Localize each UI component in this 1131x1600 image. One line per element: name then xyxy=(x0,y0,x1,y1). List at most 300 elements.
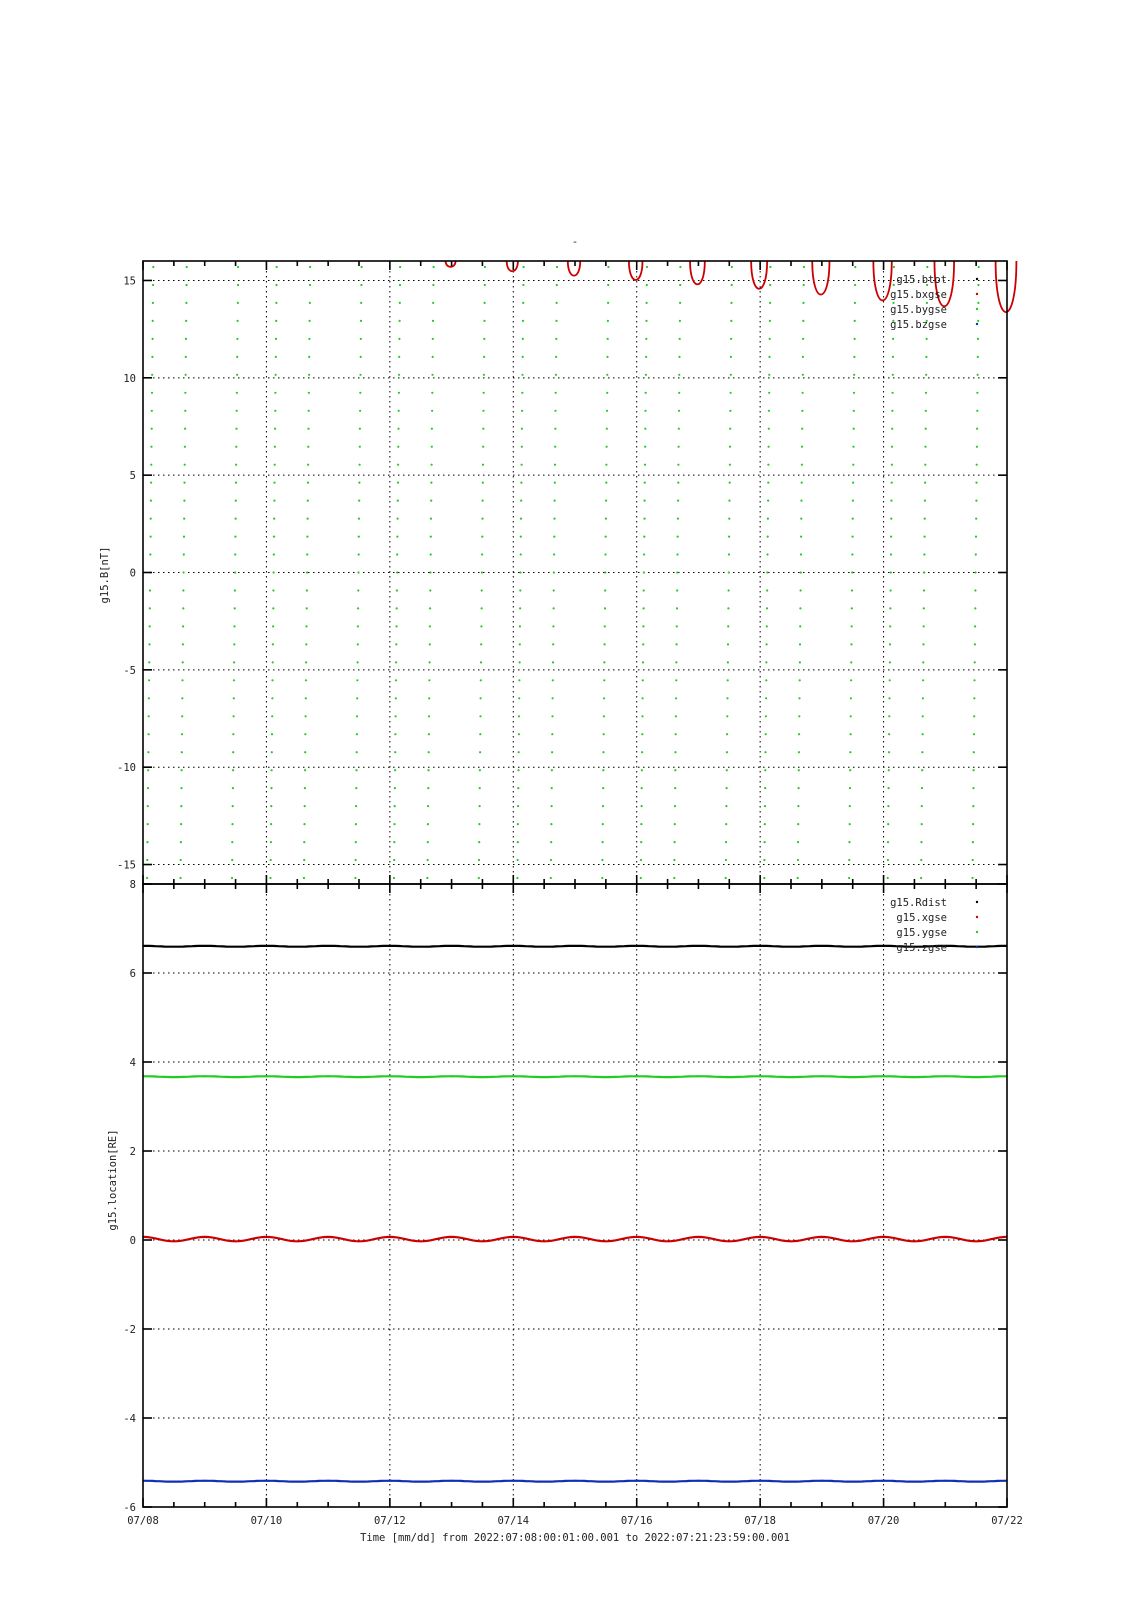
bygse-point xyxy=(182,661,184,663)
bygse-point xyxy=(674,805,676,807)
bygse-point xyxy=(304,751,306,753)
bygse-point xyxy=(520,518,522,520)
bygse-point xyxy=(482,464,484,466)
bygse-point xyxy=(274,428,276,430)
bygse-point xyxy=(727,643,729,645)
bygse-point xyxy=(729,410,731,412)
bygse-point xyxy=(554,464,556,466)
bygse-point xyxy=(852,482,854,484)
bygse-point xyxy=(429,625,431,627)
bygse-point xyxy=(232,787,234,789)
bygse-point xyxy=(398,356,400,358)
bygse-point xyxy=(398,374,400,376)
bygse-point xyxy=(765,661,767,663)
bygse-point xyxy=(270,787,272,789)
bygse-point xyxy=(428,733,430,735)
bygse-point xyxy=(308,356,310,358)
bygse-point xyxy=(799,661,801,663)
bygse-point xyxy=(673,859,675,861)
bygse-point xyxy=(679,266,681,268)
bygse-point xyxy=(972,823,974,825)
bygse-point xyxy=(147,769,149,771)
bygse-point xyxy=(398,392,400,394)
bygse-point xyxy=(307,518,309,520)
bygse-point xyxy=(393,841,395,843)
bygse-point xyxy=(646,302,648,304)
top-series-layer xyxy=(146,261,1016,879)
bygse-point xyxy=(603,733,605,735)
bygse-point xyxy=(152,266,154,268)
bygse-point xyxy=(730,338,732,340)
bygse-point xyxy=(853,392,855,394)
bygse-point xyxy=(731,266,733,268)
bygse-point xyxy=(393,823,395,825)
bygse-point xyxy=(397,500,399,502)
bygse-point xyxy=(431,392,433,394)
bygse-point xyxy=(150,446,152,448)
bygse-point xyxy=(603,679,605,681)
bygse-point xyxy=(359,446,361,448)
bxgse-dip xyxy=(629,261,643,280)
bygse-point xyxy=(797,823,799,825)
bygse-point xyxy=(764,841,766,843)
bygse-point xyxy=(853,428,855,430)
bygse-point xyxy=(306,607,308,609)
bygse-point xyxy=(152,302,154,304)
bottom-y-ticks xyxy=(123,879,1007,1514)
bygse-point xyxy=(428,715,430,717)
bygse-point xyxy=(480,643,482,645)
bygse-point xyxy=(977,338,979,340)
bygse-point xyxy=(272,661,274,663)
bygse-point xyxy=(849,769,851,771)
bygse-point xyxy=(358,482,360,484)
bygse-point xyxy=(921,787,923,789)
bygse-point xyxy=(645,374,647,376)
y-tick-label: -10 xyxy=(117,762,136,775)
bygse-point xyxy=(730,302,732,304)
bygse-point xyxy=(152,338,154,340)
bygse-point xyxy=(604,607,606,609)
bygse-point xyxy=(431,410,433,412)
bygse-point xyxy=(432,302,434,304)
bygse-point xyxy=(184,410,186,412)
bygse-point xyxy=(356,679,358,681)
bygse-point xyxy=(481,589,483,591)
bygse-point xyxy=(921,751,923,753)
bygse-point xyxy=(518,715,520,717)
bygse-point xyxy=(519,643,521,645)
bygse-point xyxy=(854,320,856,322)
bygse-point xyxy=(553,589,555,591)
series-line-g15-ygse xyxy=(143,1076,1007,1077)
bygse-point xyxy=(973,697,975,699)
bygse-point xyxy=(553,607,555,609)
series-line-g15-rdist xyxy=(143,946,1007,947)
bygse-point xyxy=(551,733,553,735)
bygse-point xyxy=(976,410,978,412)
bygse-point xyxy=(355,805,357,807)
y-tick-label: 10 xyxy=(123,372,136,385)
bygse-point xyxy=(887,805,889,807)
bygse-point xyxy=(308,410,310,412)
top-y-axis-label: g15.B[nT] xyxy=(99,546,111,604)
bygse-point xyxy=(888,751,890,753)
bygse-point xyxy=(727,679,729,681)
bygse-point xyxy=(482,500,484,502)
bygse-point xyxy=(522,356,524,358)
bygse-point xyxy=(398,338,400,340)
bygse-point xyxy=(976,392,978,394)
bygse-point xyxy=(151,392,153,394)
bygse-point xyxy=(396,589,398,591)
bygse-point xyxy=(522,338,524,340)
bygse-point xyxy=(922,715,924,717)
bygse-point xyxy=(275,356,277,358)
bygse-point xyxy=(303,877,305,879)
bygse-point xyxy=(397,446,399,448)
bygse-point xyxy=(482,482,484,484)
bygse-point xyxy=(237,266,239,268)
bygse-point xyxy=(359,428,361,430)
bygse-point xyxy=(233,643,235,645)
bygse-point xyxy=(888,733,890,735)
bygse-point xyxy=(676,607,678,609)
bygse-point xyxy=(765,697,767,699)
bygse-point xyxy=(393,859,395,861)
bygse-point xyxy=(678,428,680,430)
bygse-point xyxy=(518,751,520,753)
bygse-point xyxy=(399,266,401,268)
bygse-point xyxy=(304,805,306,807)
bygse-point xyxy=(271,715,273,717)
bygse-point xyxy=(605,518,607,520)
bygse-point xyxy=(602,823,604,825)
bygse-point xyxy=(430,518,432,520)
bygse-point xyxy=(355,823,357,825)
bygse-point xyxy=(397,464,399,466)
bygse-point xyxy=(232,769,234,771)
x-tick-label: 07/16 xyxy=(620,1515,653,1527)
bygse-point xyxy=(273,571,275,573)
bygse-point xyxy=(676,643,678,645)
bygse-point xyxy=(852,500,854,502)
bygse-point xyxy=(768,428,770,430)
bygse-point xyxy=(644,410,646,412)
bygse-point xyxy=(642,661,644,663)
bygse-point xyxy=(853,356,855,358)
bygse-point xyxy=(674,751,676,753)
bygse-point xyxy=(550,841,552,843)
bygse-point xyxy=(887,859,889,861)
bygse-point xyxy=(975,518,977,520)
bygse-point xyxy=(920,841,922,843)
bygse-point xyxy=(641,787,643,789)
bygse-point xyxy=(184,464,186,466)
bygse-point xyxy=(273,482,275,484)
bygse-point xyxy=(767,536,769,538)
bygse-point xyxy=(184,392,186,394)
bygse-point xyxy=(890,589,892,591)
bygse-point xyxy=(274,464,276,466)
bygse-point xyxy=(521,446,523,448)
bygse-point xyxy=(921,769,923,771)
bygse-point xyxy=(234,607,236,609)
bygse-point xyxy=(890,536,892,538)
bygse-point xyxy=(678,356,680,358)
bygse-point xyxy=(180,787,182,789)
bygse-point xyxy=(922,679,924,681)
bottom-series-layer xyxy=(143,946,1007,1482)
bygse-point xyxy=(677,464,679,466)
bygse-point xyxy=(357,643,359,645)
bygse-point xyxy=(146,841,148,843)
bygse-point xyxy=(679,320,681,322)
bygse-point xyxy=(607,284,609,286)
bygse-point xyxy=(801,410,803,412)
bygse-point xyxy=(678,392,680,394)
bygse-point xyxy=(234,553,236,555)
y-tick-label: 2 xyxy=(129,1146,136,1158)
bygse-point xyxy=(675,715,677,717)
y-tick-label: 8 xyxy=(129,879,136,891)
bygse-point xyxy=(725,805,727,807)
bygse-point xyxy=(185,320,187,322)
bygse-point xyxy=(604,553,606,555)
bygse-point xyxy=(802,392,804,394)
legend-entry-label: g15.bxgse xyxy=(890,289,947,301)
bygse-point xyxy=(674,769,676,771)
bygse-point xyxy=(725,859,727,861)
bygse-point xyxy=(520,500,522,502)
bygse-point xyxy=(354,877,356,879)
bygse-point xyxy=(395,625,397,627)
bottom-grid xyxy=(143,884,1007,1507)
bygse-point xyxy=(645,320,647,322)
bygse-point xyxy=(802,302,804,304)
bygse-point xyxy=(147,805,149,807)
bygse-point xyxy=(726,697,728,699)
legend-marker xyxy=(976,946,978,948)
x-tick-label: 07/12 xyxy=(374,1515,406,1527)
bygse-point xyxy=(517,823,519,825)
bygse-point xyxy=(977,284,979,286)
bygse-point xyxy=(480,697,482,699)
bygse-point xyxy=(232,805,234,807)
bygse-point xyxy=(643,607,645,609)
bygse-point xyxy=(644,446,646,448)
bygse-point xyxy=(973,679,975,681)
bygse-point xyxy=(271,751,273,753)
bygse-point xyxy=(728,536,730,538)
bygse-point xyxy=(892,356,894,358)
bygse-point xyxy=(553,518,555,520)
bygse-point xyxy=(305,697,307,699)
bygse-point xyxy=(606,410,608,412)
x-tick-label: 07/10 xyxy=(250,1515,283,1527)
bygse-point xyxy=(427,841,429,843)
bygse-point xyxy=(360,338,362,340)
bygse-point xyxy=(769,266,771,268)
bygse-point xyxy=(675,679,677,681)
bygse-point xyxy=(430,553,432,555)
bygse-point xyxy=(674,823,676,825)
bygse-point xyxy=(800,571,802,573)
bygse-point xyxy=(357,571,359,573)
bygse-point xyxy=(358,500,360,502)
bygse-point xyxy=(481,553,483,555)
bygse-point xyxy=(521,428,523,430)
bygse-point xyxy=(766,643,768,645)
bygse-point xyxy=(554,500,556,502)
bygse-point xyxy=(923,589,925,591)
bygse-point xyxy=(235,482,237,484)
bygse-point xyxy=(271,697,273,699)
bygse-point xyxy=(727,661,729,663)
bygse-point xyxy=(923,571,925,573)
bygse-point xyxy=(518,679,520,681)
bygse-point xyxy=(398,410,400,412)
bygse-point xyxy=(852,446,854,448)
bygse-point xyxy=(556,302,558,304)
legend-marker xyxy=(976,931,978,933)
bygse-point xyxy=(149,625,151,627)
bygse-point xyxy=(797,841,799,843)
bygse-point xyxy=(358,553,360,555)
bygse-point xyxy=(888,787,890,789)
bygse-point xyxy=(272,589,274,591)
bygse-point xyxy=(641,805,643,807)
bygse-point xyxy=(181,751,183,753)
bygse-point xyxy=(797,859,799,861)
bygse-point xyxy=(798,787,800,789)
bygse-point xyxy=(643,518,645,520)
bygse-point xyxy=(519,661,521,663)
bygse-point xyxy=(728,553,730,555)
bygse-point xyxy=(607,320,609,322)
bygse-point xyxy=(180,823,182,825)
x-tick-label: 07/18 xyxy=(744,1515,776,1527)
bygse-point xyxy=(729,446,731,448)
bygse-point xyxy=(850,697,852,699)
bygse-point xyxy=(359,464,361,466)
bygse-point xyxy=(922,643,924,645)
bygse-point xyxy=(483,392,485,394)
bygse-point xyxy=(480,625,482,627)
bygse-point xyxy=(925,356,927,358)
bygse-point xyxy=(233,679,235,681)
bygse-point xyxy=(234,571,236,573)
bygse-point xyxy=(517,769,519,771)
bygse-point xyxy=(307,482,309,484)
bygse-point xyxy=(642,679,644,681)
bygse-point xyxy=(521,464,523,466)
bygse-point xyxy=(149,589,151,591)
bygse-point xyxy=(426,877,428,879)
bygse-point xyxy=(186,266,188,268)
bygse-point xyxy=(801,428,803,430)
magnetic-field-panel xyxy=(99,261,1016,884)
bygse-point xyxy=(675,661,677,663)
bygse-point xyxy=(480,661,482,663)
bygse-point xyxy=(305,715,307,717)
bygse-point xyxy=(521,374,523,376)
bygse-point xyxy=(640,877,642,879)
bygse-point xyxy=(604,643,606,645)
bygse-point xyxy=(309,266,311,268)
bygse-point xyxy=(307,500,309,502)
bygse-point xyxy=(483,320,485,322)
bygse-point xyxy=(606,428,608,430)
bygse-point xyxy=(234,589,236,591)
bygse-point xyxy=(304,787,306,789)
bygse-point xyxy=(275,374,277,376)
bygse-point xyxy=(726,715,728,717)
bygse-point xyxy=(517,841,519,843)
bygse-point xyxy=(674,841,676,843)
bygse-point xyxy=(889,607,891,609)
bygse-point xyxy=(274,410,276,412)
bygse-point xyxy=(358,536,360,538)
bygse-point xyxy=(359,374,361,376)
bygse-point xyxy=(893,266,895,268)
bygse-point xyxy=(484,266,486,268)
bygse-point xyxy=(848,877,850,879)
bygse-point xyxy=(399,302,401,304)
bygse-point xyxy=(181,733,183,735)
legend-entry-label: g15.bygse xyxy=(890,304,947,316)
bottom-x-ticks xyxy=(127,884,1023,1527)
bygse-point xyxy=(355,859,357,861)
bygse-point xyxy=(642,643,644,645)
bygse-point xyxy=(481,607,483,609)
legend-entry-label: g15.zgse xyxy=(896,942,947,954)
bygse-point xyxy=(921,823,923,825)
bygse-point xyxy=(646,266,648,268)
bygse-point xyxy=(183,553,185,555)
y-tick-label: -15 xyxy=(117,859,136,872)
bxgse-dip xyxy=(568,261,580,276)
bygse-point xyxy=(727,625,729,627)
bygse-point xyxy=(644,428,646,430)
bygse-point xyxy=(275,302,277,304)
bygse-point xyxy=(308,338,310,340)
y-tick-label: 0 xyxy=(129,567,136,580)
bottom-y-axis-label: g15.location[RE] xyxy=(107,1129,119,1231)
bygse-point xyxy=(356,751,358,753)
bygse-point xyxy=(675,697,677,699)
bygse-point xyxy=(429,589,431,591)
bygse-point xyxy=(974,625,976,627)
bygse-point xyxy=(644,464,646,466)
bygse-point xyxy=(888,697,890,699)
bygse-point xyxy=(554,410,556,412)
legend-marker xyxy=(976,278,978,280)
bygse-point xyxy=(303,841,305,843)
bygse-point xyxy=(518,697,520,699)
bygse-point xyxy=(977,356,979,358)
bygse-point xyxy=(925,428,927,430)
bygse-point xyxy=(642,625,644,627)
bygse-point xyxy=(641,733,643,735)
bygse-point xyxy=(798,769,800,771)
bygse-point xyxy=(432,338,434,340)
bxgse-dip xyxy=(812,261,829,295)
y-tick-label: 4 xyxy=(129,1057,136,1069)
bygse-point xyxy=(355,769,357,771)
bygse-point xyxy=(800,553,802,555)
bygse-point xyxy=(483,374,485,376)
